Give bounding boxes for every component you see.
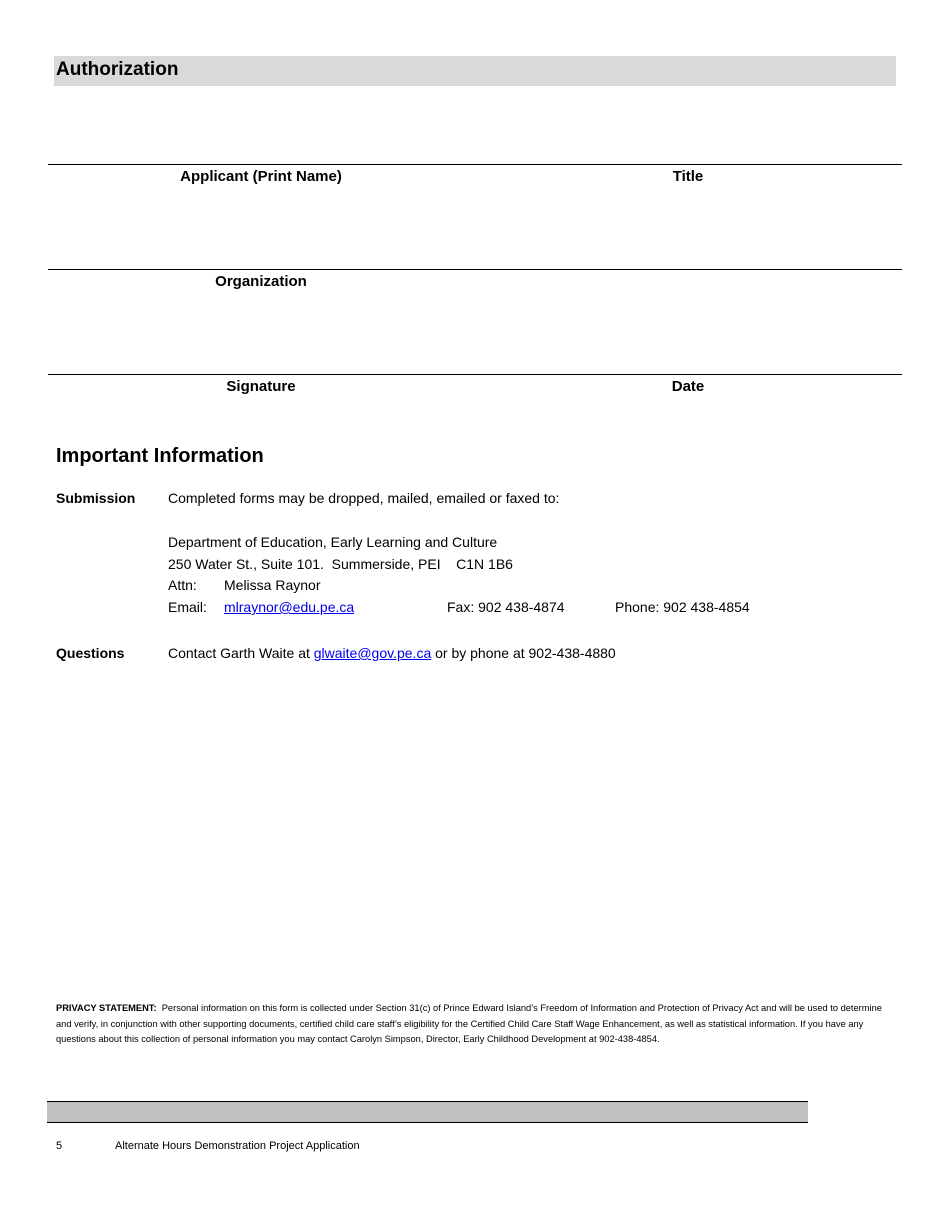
authorization-heading: Authorization <box>56 59 179 80</box>
submission-email-link[interactable]: mlraynor@edu.pe.ca <box>224 599 355 615</box>
privacy-statement-text: Personal information on this form is collected under Section 31(c) of Prince Edward Island’s Freedom of Information and Protection of Privacy Act and will be used to determine and verify, in conjunction with other supporting documents, certified child care staff’s eligibility for the Certified Child Care Staff Wage Enhancement, as well as statistical information. If you have any questions about this collection of personal information you may contact Carolyn Simpson, Director, Early Childhood Development at 902-438-4854. <box>56 1003 882 1044</box>
privacy-statement-label: PRIVACY STATEMENT: <box>56 1003 157 1013</box>
applicant-title-signature-line[interactable] <box>48 164 902 165</box>
questions-email-link[interactable]: glwaite@gov.pe.ca <box>313 645 432 661</box>
organization-signature-line[interactable] <box>48 269 902 270</box>
email-label: Email: <box>168 599 207 615</box>
attn-name: Melissa Raynor <box>224 577 321 593</box>
fax-number: Fax: 902 438-4874 <box>447 599 565 615</box>
mailing-address: 250 Water St., Suite 101. Summerside, PEI C1N 1B6 <box>168 556 513 572</box>
questions-label: Questions <box>56 645 125 661</box>
phone-number: Phone: 902 438-4854 <box>615 599 750 615</box>
page-number: 5 <box>56 1140 63 1152</box>
department-name: Department of Education, Early Learning and Culture <box>168 534 498 550</box>
privacy-statement <box>56 1001 896 1048</box>
organization-label: Organization <box>215 273 307 290</box>
submission-label: Submission <box>56 490 136 506</box>
applicant-name-label: Applicant (Print Name) <box>180 168 342 185</box>
signature-label: Signature <box>226 378 296 395</box>
title-label: Title <box>672 168 704 185</box>
questions-contact <box>168 644 616 662</box>
important-information-heading: Important Information <box>56 445 264 467</box>
attn-label: Attn: <box>168 577 197 593</box>
questions-prefix: Contact Garth Waite at <box>168 645 314 661</box>
date-label: Date <box>671 378 705 395</box>
submission-intro: Completed forms may be dropped, mailed, emailed or faxed to: <box>168 490 560 506</box>
signature-date-line[interactable] <box>48 374 902 375</box>
footer-bar <box>47 1101 808 1123</box>
questions-suffix: or by phone at 902-438-4880 <box>431 645 616 661</box>
document-title: Alternate Hours Demonstration Project Application <box>115 1140 360 1152</box>
authorization-header-bar <box>54 56 896 86</box>
